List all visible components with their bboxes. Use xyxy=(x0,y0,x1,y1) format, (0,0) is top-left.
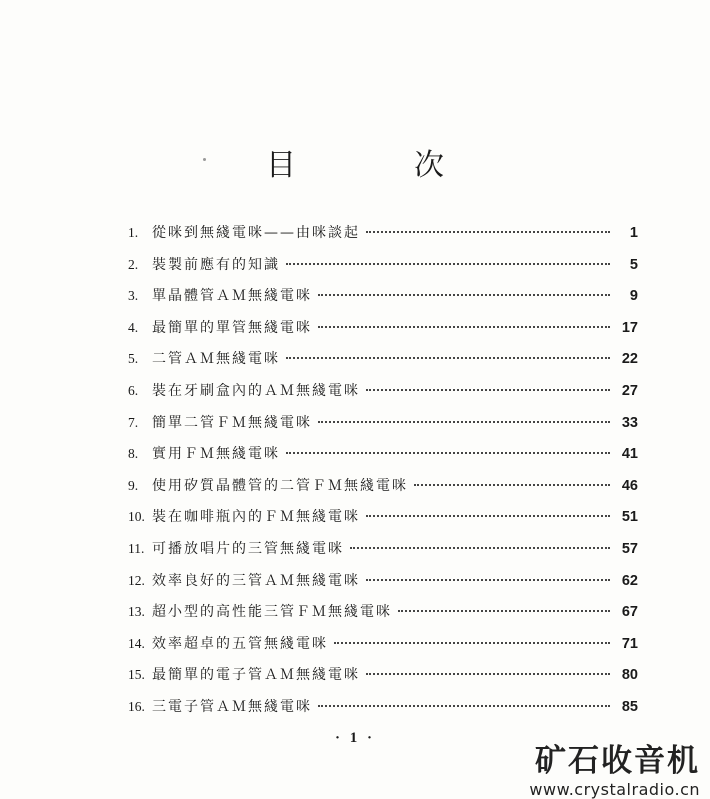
entry-number: 4. xyxy=(128,319,139,335)
entry-number: 10. xyxy=(128,509,145,525)
toc-entry xyxy=(128,443,638,475)
toc-entry xyxy=(128,348,638,380)
entry-title: 超小型的高性能三管ＦＭ無綫電咪 xyxy=(152,604,392,621)
entry-title: 從咪到無綫電咪——由咪談起 xyxy=(152,225,360,241)
toc-entry xyxy=(128,222,638,254)
dot-leader xyxy=(318,326,610,328)
dot-leader xyxy=(366,673,610,675)
page-title: 目 次 xyxy=(266,148,488,183)
entry-title: 效率超卓的五管無綫電咪 xyxy=(152,635,328,652)
entry-title: 單晶體管ＡＭ無綫電咪 xyxy=(152,288,312,305)
entry-page: 51 xyxy=(621,509,638,526)
entry-title: 三電子管ＡＭ無綫電咪 xyxy=(152,698,312,715)
entry-title: 裝在咖啡瓶內的ＦＭ無綫電咪 xyxy=(152,509,360,526)
toc-entry xyxy=(128,380,638,412)
entry-page: 1 xyxy=(629,225,638,241)
entry-number: 3. xyxy=(128,288,139,304)
entry-number: 2. xyxy=(128,256,139,272)
dot-leader xyxy=(366,389,610,391)
entry-number: 15. xyxy=(128,667,145,683)
toc-entry xyxy=(128,506,638,538)
page-number: · 1 · xyxy=(334,730,375,746)
toc-entry xyxy=(128,412,638,444)
dot-leader xyxy=(414,484,610,486)
dot-leader xyxy=(286,263,610,265)
toc-entry xyxy=(128,317,638,349)
toc-entry xyxy=(128,633,638,665)
table-of-contents xyxy=(128,222,638,728)
entry-number: 16. xyxy=(128,698,145,714)
entry-number: 8. xyxy=(128,446,139,462)
entry-page: 62 xyxy=(621,572,638,589)
entry-title: 效率良好的三管ＡＭ無綫電咪 xyxy=(152,572,360,589)
entry-number: 7. xyxy=(128,414,139,430)
entry-page: 71 xyxy=(621,635,638,652)
entry-number: 13. xyxy=(128,604,145,620)
entry-page: 17 xyxy=(621,319,638,336)
entry-title: 簡單二管ＦＭ無綫電咪 xyxy=(152,414,312,431)
entry-title: 裝製前應有的知識 xyxy=(152,256,280,273)
toc-entry xyxy=(128,538,638,570)
dot-leader xyxy=(366,515,610,517)
entry-title: 最簡單的單管無綫電咪 xyxy=(152,319,312,336)
entry-title: 可播放唱片的三管無綫電咪 xyxy=(152,540,344,557)
dot-leader xyxy=(318,705,610,707)
entry-page: 67 xyxy=(621,604,638,621)
entry-number: 6. xyxy=(128,382,139,398)
toc-entry xyxy=(128,696,638,728)
watermark-name: 矿石收音机 xyxy=(535,743,700,779)
entry-page: 41 xyxy=(621,446,638,463)
dot-leader xyxy=(286,357,610,359)
entry-title: 最簡單的電子管ＡＭ無綫電咪 xyxy=(152,667,360,684)
entry-page: 57 xyxy=(621,540,638,557)
toc-entry xyxy=(128,664,638,696)
entry-title: 裝在牙刷盒內的ＡＭ無綫電咪 xyxy=(152,382,360,399)
toc-entry xyxy=(128,601,638,633)
entry-page: 27 xyxy=(621,382,638,399)
entry-number: 1. xyxy=(128,225,139,240)
entry-number: 9. xyxy=(128,477,139,493)
entry-page: 33 xyxy=(621,414,638,431)
dot-leader xyxy=(366,231,610,233)
dot-leader xyxy=(398,610,610,612)
entry-title: 使用矽質晶體管的二管ＦＭ無綫電咪 xyxy=(152,477,408,494)
toc-entry xyxy=(128,285,638,317)
dot-leader xyxy=(286,452,610,454)
dot-leader xyxy=(366,579,610,581)
toc-entry xyxy=(128,570,638,602)
entry-title: 實用ＦＭ無綫電咪 xyxy=(152,446,280,463)
entry-page: 85 xyxy=(621,698,638,715)
site-watermark xyxy=(529,735,700,799)
watermark-url: www.crystalradio.cn xyxy=(529,780,700,799)
entry-page: 5 xyxy=(629,256,638,273)
entry-number: 11. xyxy=(128,540,145,556)
dot-leader xyxy=(350,547,610,549)
entry-page: 9 xyxy=(629,288,638,305)
toc-entry xyxy=(128,254,638,286)
toc-entry xyxy=(128,475,638,507)
entry-number: 5. xyxy=(128,351,139,367)
entry-title: 二管ＡＭ無綫電咪 xyxy=(152,351,280,368)
entry-page: 22 xyxy=(621,351,638,368)
dot-leader xyxy=(318,421,610,423)
entry-number: 14. xyxy=(128,635,145,651)
entry-page: 80 xyxy=(621,667,638,684)
entry-page: 46 xyxy=(621,477,638,494)
dot-leader xyxy=(334,642,610,644)
dot-leader xyxy=(318,294,610,296)
scan-speck xyxy=(203,158,206,161)
entry-number: 12. xyxy=(128,572,145,588)
